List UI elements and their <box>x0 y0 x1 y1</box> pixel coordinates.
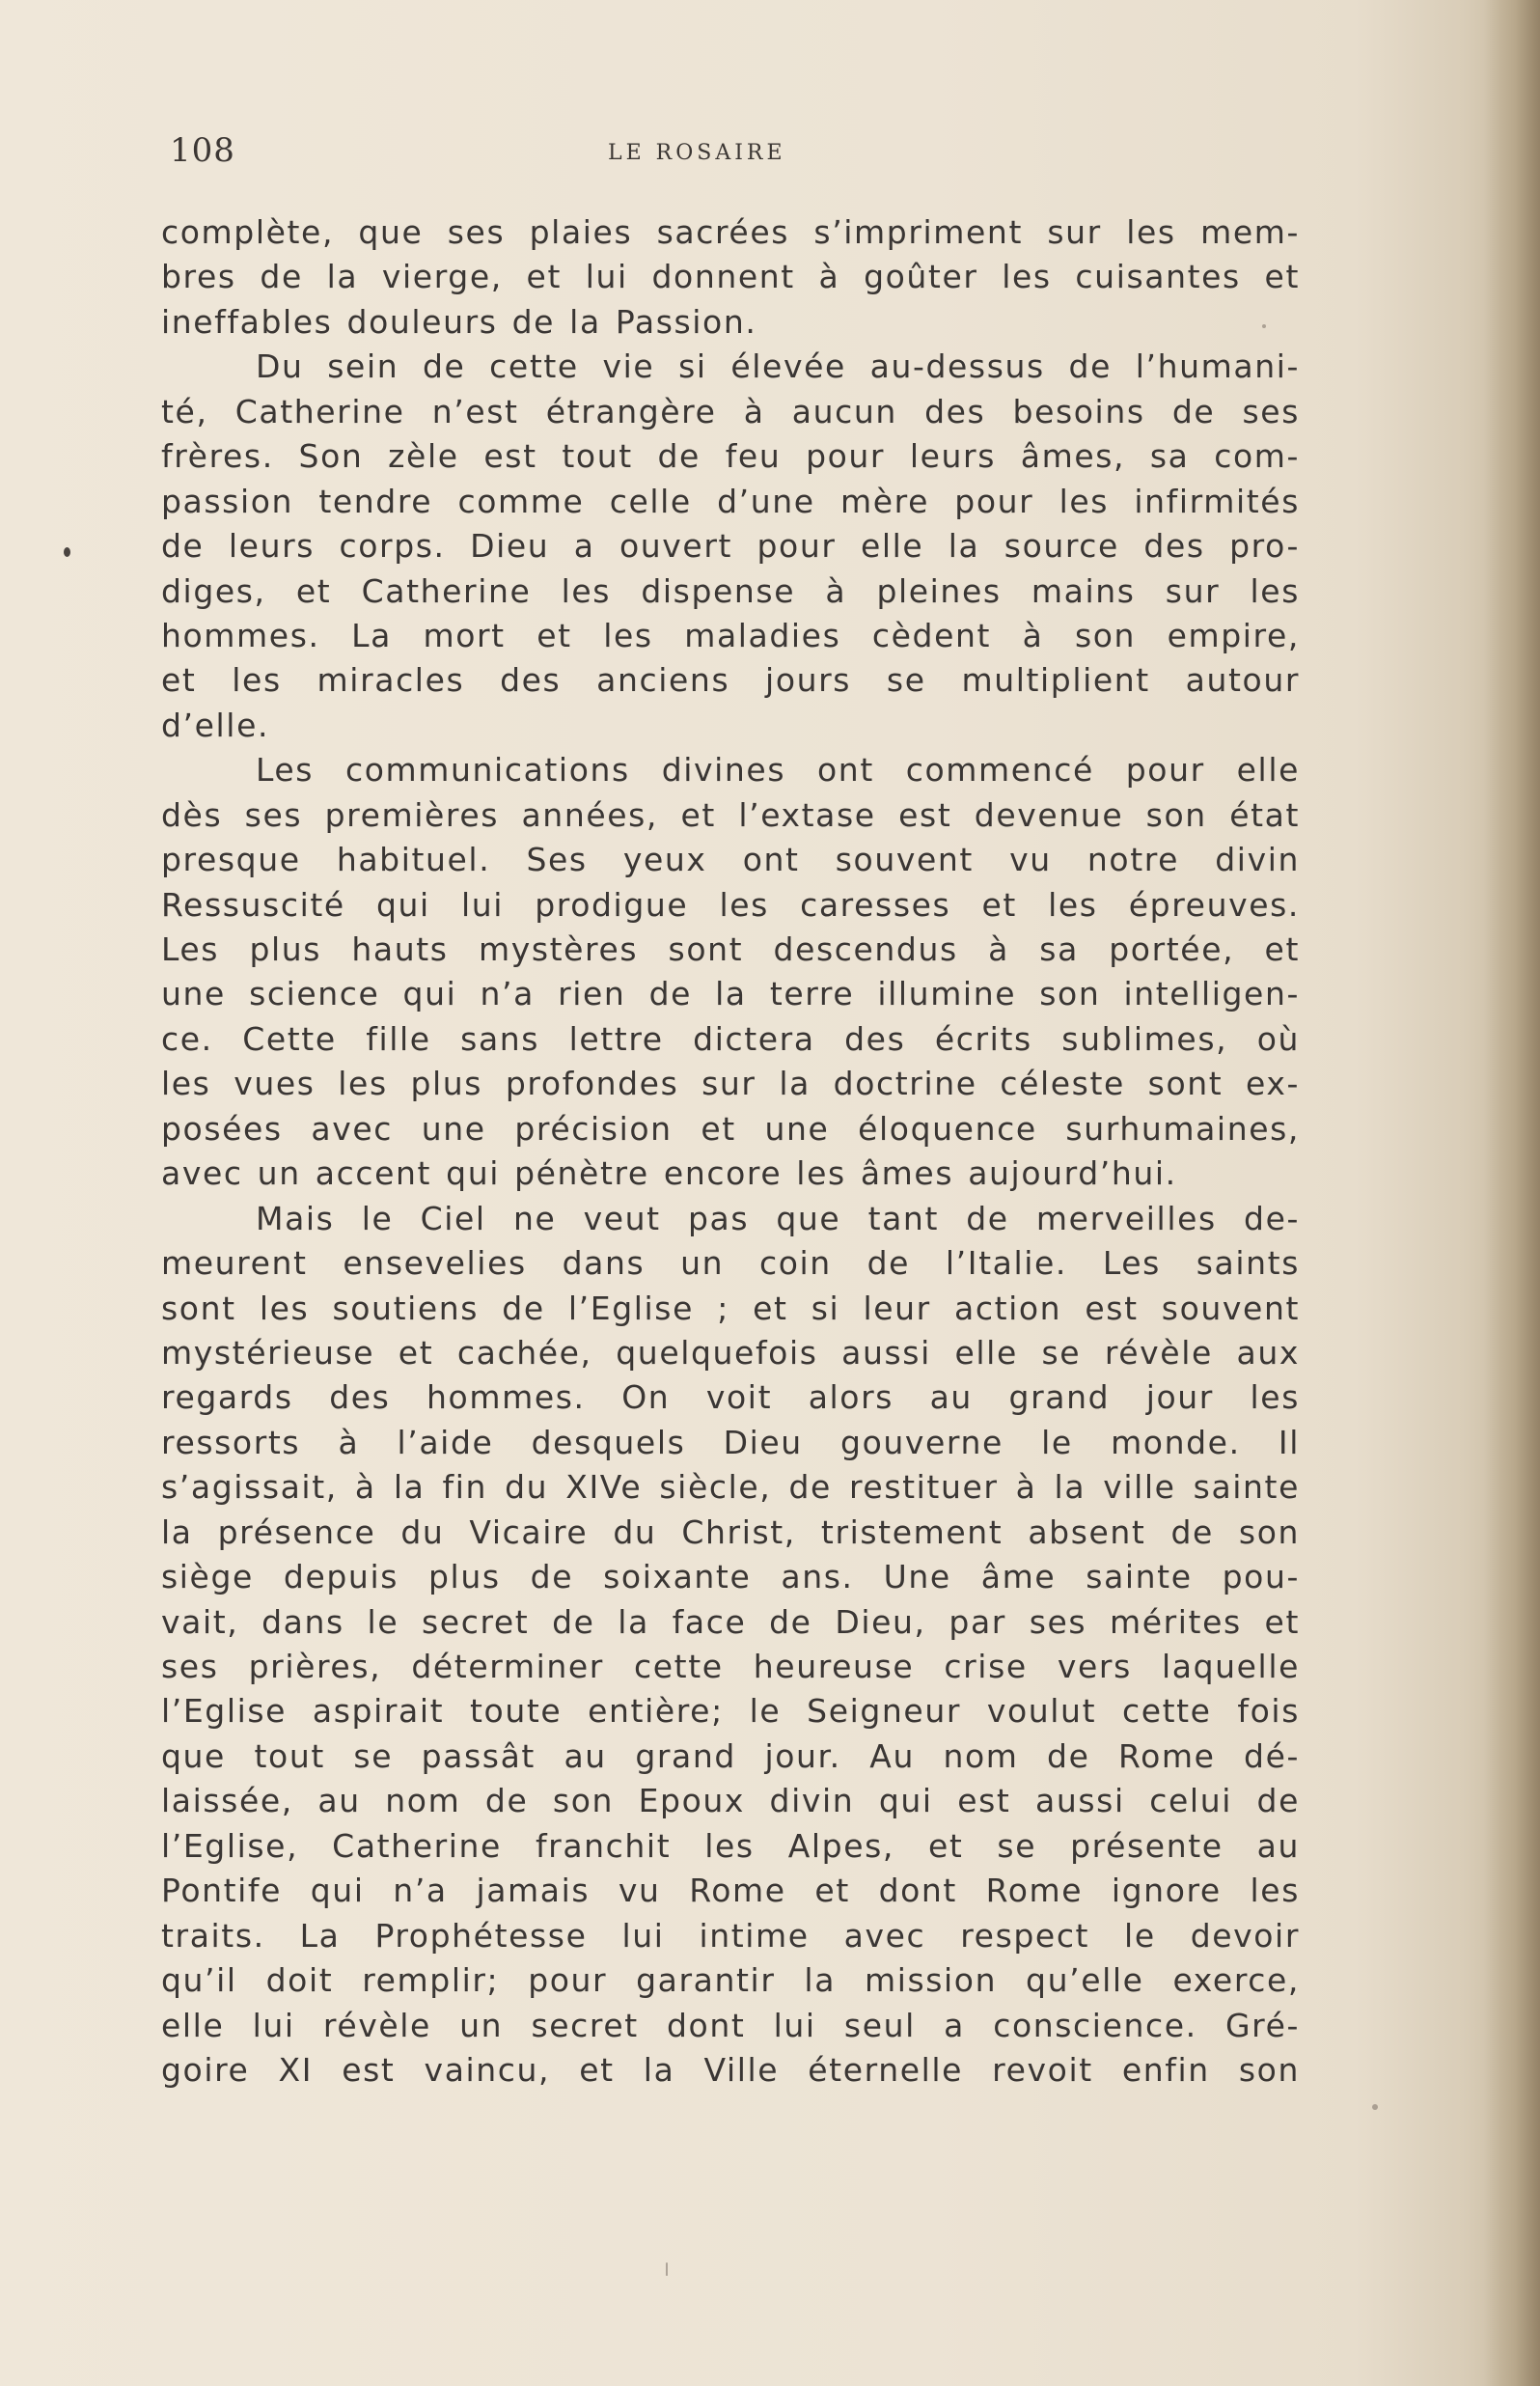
text-line: goire XI est vaincu, et la Ville éternelle revoit enfin son <box>161 2050 1300 2089</box>
text-line: dès ses premières années, et l’extase est devenue son état <box>161 795 1300 834</box>
text-line: l’Eglise aspirait toute entière; le Seigneur voulut cette fois <box>161 1692 1300 1731</box>
text-line: de leurs corps. Dieu a ouvert pour elle la source des pro- <box>161 527 1300 566</box>
text-line: complète, que ses plaies sacrées s’impriment sur les mem- <box>161 213 1300 251</box>
body-text <box>161 210 1300 2093</box>
running-head: LE ROSAIRE <box>608 141 786 165</box>
text-line: posées avec une précision et une éloquence surhumaines, <box>161 1109 1300 1148</box>
text-line: ses prières, déterminer cette heureuse crise vers laquelle <box>161 1648 1300 1685</box>
text-line: l’Eglise, Catherine franchit les Alpes, et se présente au <box>161 1826 1300 1865</box>
text-line: ineffables douleurs de la Passion. <box>161 302 757 341</box>
text-line: diges, et Catherine les dispense à pleines mains sur les <box>161 571 1300 610</box>
page-number: 108 <box>170 131 235 170</box>
text-line: que tout se passât au grand jour. Au nom de Rome dé- <box>161 1736 1300 1775</box>
text-line: laissée, au nom de son Epoux divin qui est aussi celui de <box>161 1782 1300 1820</box>
text-line: presque habituel. Ses yeux ont souvent vu notre divin <box>161 841 1300 879</box>
text-line: et les miracles des anciens jours se multiplient autour <box>161 661 1300 700</box>
text-line: ce. Cette fille sans lettre dictera des écrits sublimes, où <box>161 1019 1300 1058</box>
text-line: té, Catherine n’est étrangère à aucun des besoins de ses <box>161 392 1300 430</box>
text-line: bres de la vierge, et lui donnent à goûter les cuisantes et <box>161 258 1300 296</box>
text-line: la présence du Vicaire du Christ, tristement absent de son <box>161 1512 1300 1551</box>
text-line: siège depuis plus de soixante ans. Une âme sainte pou- <box>161 1558 1300 1596</box>
text-line: les vues les plus profondes sur la doctrine céleste sont ex- <box>161 1065 1300 1103</box>
text-line: hommes. La mort et les maladies cèdent à son empire, <box>161 616 1300 654</box>
text-line: avec un accent qui pénètre encore les âmes aujourd’hui. <box>161 1154 1177 1193</box>
text-line: sont les soutiens de l’Eglise ; et si leur action est souvent <box>161 1289 1300 1327</box>
text-line: s’agissait, à la fin du XIVe siècle, de restituer à la ville sainte <box>161 1468 1300 1507</box>
margin-mark <box>64 547 70 557</box>
page-header <box>170 131 845 180</box>
text-line: Du sein de cette vie si élevée au-dessus de l’humani- <box>256 347 1300 386</box>
text-line: une science qui n’a rien de la terre illumine son intelligen- <box>161 975 1300 1013</box>
text-line: elle lui révèle un secret dont lui seul a conscience. Gré- <box>161 2006 1300 2044</box>
text-line: regards des hommes. On voit alors au grand jour les <box>161 1378 1300 1417</box>
page-edge-shadow <box>1484 0 1540 2386</box>
text-line: Les communications divines ont commencé pour elle <box>256 751 1300 790</box>
text-line: Mais le Ciel ne veut pas que tant de merveilles de- <box>256 1199 1300 1237</box>
text-line: meurent ensevelies dans un coin de l’Italie. Les saints <box>161 1244 1300 1283</box>
text-line: passion tendre comme celle d’une mère pour les infirmités <box>161 482 1300 520</box>
text-line: Les plus hauts mystères sont descendus à sa portée, et <box>161 930 1300 968</box>
text-line: qu’il doit remplir; pour garantir la mission qu’elle exerce, <box>161 1961 1300 2000</box>
text-line: d’elle. <box>161 706 270 744</box>
text-line: vait, dans le secret de la face de Dieu, par ses mérites et <box>161 1602 1300 1641</box>
text-line: Pontife qui n’a jamais vu Rome et dont Rome ignore les <box>161 1872 1300 1910</box>
text-line: ressorts à l’aide desquels Dieu gouverne le monde. Il <box>161 1423 1300 1461</box>
text-line: traits. La Prophétesse lui intime avec respect le devoir <box>161 1916 1300 1955</box>
text-line: mystérieuse et cachée, quelquefois aussi elle se révèle aux <box>161 1333 1300 1372</box>
paper-speck <box>666 2262 668 2276</box>
text-line: Ressuscité qui lui prodigue les caresses et les épreuves. <box>161 885 1300 924</box>
text-line: frères. Son zèle est tout de feu pour leurs âmes, sa com- <box>161 437 1300 476</box>
paper-speck <box>1372 2104 1378 2110</box>
